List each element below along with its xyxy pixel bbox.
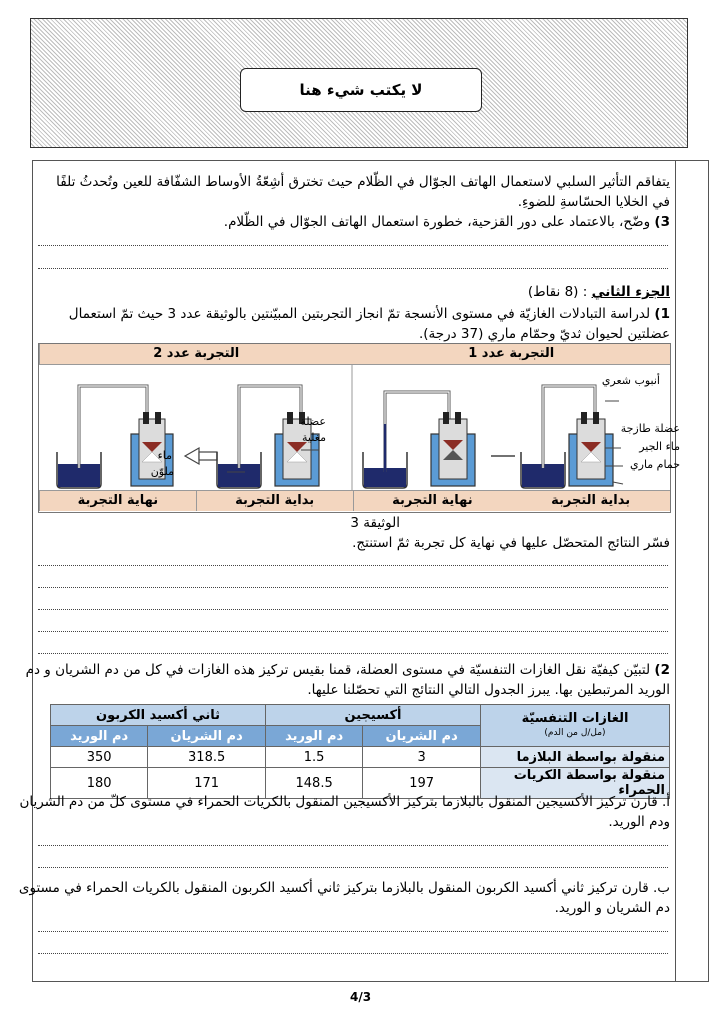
part-2-heading bbox=[528, 282, 670, 302]
question-3-number: 3) bbox=[654, 214, 670, 230]
exp1-end-setup bbox=[363, 392, 475, 488]
gas-table-corner-title: الغازات التنفسيّة bbox=[521, 710, 629, 726]
arrow-icon bbox=[185, 448, 199, 464]
question-1-task: فسّر النتائج المتحصّل عليها في نهاية كل تجربة ثمّ استنتج. bbox=[352, 535, 670, 551]
answer-line[interactable] bbox=[38, 268, 668, 269]
question-1-text: لدراسة التبادلات الغازيّة في مستوى الأنسجة تمّ انجاز التجربتين المبيّنتين بالوثيقة عدد 3 حيث تمّ استعمال bbox=[68, 306, 651, 322]
oxygen-header: أكسيجين bbox=[266, 705, 481, 726]
gas-table bbox=[50, 704, 670, 799]
o2-vein-header: دم الوريد bbox=[266, 726, 363, 747]
cell: 318.5 bbox=[148, 747, 266, 768]
label-boiled-muscle-1: عضلة bbox=[300, 415, 326, 428]
label-water-bath: حمام ماري bbox=[630, 458, 680, 471]
label-colored-water-1: ماء bbox=[157, 449, 172, 462]
exp1-start-setup bbox=[521, 386, 623, 488]
answer-line[interactable] bbox=[38, 245, 668, 246]
cell: 3 bbox=[363, 747, 481, 768]
exp1-end-label: نهاية التجربة bbox=[353, 490, 512, 511]
answer-line[interactable] bbox=[38, 631, 668, 632]
document-3-figure bbox=[38, 343, 671, 513]
experiment-1-title: التجربة عدد 1 bbox=[353, 344, 671, 365]
answer-line[interactable] bbox=[38, 931, 668, 932]
cell: 197 bbox=[363, 768, 481, 799]
label-lime-water: ماء الجير bbox=[639, 440, 680, 453]
answer-line[interactable] bbox=[38, 845, 668, 846]
gas-table-unit: (مل/ل من الدم) bbox=[544, 727, 606, 738]
question-2-text: لتبيّن كيفيّة نقل الغازات التنفسيّة في مستوى العضلة، قمنا بقيس تركيز هذه الغازات في كل من دم الشريان و دم bbox=[25, 662, 651, 678]
exp2-end-label: نهاية التجربة bbox=[39, 490, 196, 511]
answer-line[interactable] bbox=[38, 609, 668, 610]
exp1-start-label: بداية التجربة bbox=[511, 490, 670, 511]
answer-line[interactable] bbox=[38, 565, 668, 566]
intro-line-2: في الخلايا الحسّاسةِ للضوءِ. bbox=[517, 194, 670, 210]
co2-header: ثاني أكسيد الكربون bbox=[51, 705, 266, 726]
question-b-line-2: دم الشريان و الوريد. bbox=[554, 900, 670, 916]
cell: 148.5 bbox=[266, 768, 363, 799]
document-caption: الوثيقة 3 bbox=[350, 515, 400, 531]
no-write-notice: لا يكتب شيء هنا bbox=[240, 68, 482, 112]
question-b-line-1: ب. قارن تركيز ثاني أكسيد الكربون المنقول بالبلازما بتركيز ثاني أكسيد الكربون المنقول بالكريات الحمراء في مستوى bbox=[18, 880, 670, 896]
co2-vein-header: دم الوريد bbox=[51, 726, 148, 747]
exp2-start-label: بداية التجربة bbox=[196, 490, 353, 511]
label-capillary-tube: أنبوب شعري bbox=[601, 374, 660, 387]
part-2-points: : (8 نقاط) bbox=[527, 284, 588, 300]
experiment-2-title: التجربة عدد 2 bbox=[39, 344, 353, 365]
row-label: منقولة بواسطة الكريات الحمراء bbox=[481, 768, 670, 799]
question-2-line-2: الوريد المرتبطين بها. يبرز الجدول التالي النتائج التي تحصّلنا عليها. bbox=[307, 682, 670, 698]
question-a-line-1: أ. قارن تركيز الأكسيجين المنقول بالبلازما بتركيز الأكسيجين المنقول بالكريات الحمراء في مستوى كلّ من دم الشريان bbox=[19, 794, 670, 810]
question-2-line-1 bbox=[26, 660, 670, 680]
page-number: 4/3 bbox=[350, 990, 372, 1004]
question-1-number: 1) bbox=[654, 306, 670, 322]
label-colored-water-2: ملوّن bbox=[150, 465, 174, 478]
cell: 180 bbox=[51, 768, 148, 799]
question-3 bbox=[224, 212, 670, 232]
cell: 1.5 bbox=[266, 747, 363, 768]
intro-line-1: يتفاقم التأثير السلبي لاستعمال الهاتف الجوّال في الظّلام حيث تخترق أشِعّةُ الأوساط الشفّافة للعين وتُحدثُ تلفًا bbox=[56, 174, 670, 190]
cell: 350 bbox=[51, 747, 148, 768]
row-label: منقولة بواسطة البلازما bbox=[481, 747, 670, 768]
question-a-line-2: ودم الوريد. bbox=[608, 814, 670, 830]
question-2-number: 2) bbox=[654, 662, 670, 678]
label-fresh-muscle: عضلة طازجة bbox=[620, 422, 680, 435]
experiment-diagram bbox=[39, 364, 670, 490]
table-row bbox=[51, 747, 670, 768]
question-3-text: وضّح، بالاعتماد على دور القزحية، خطورة استعمال الهاتف الجوّال في الظّلام. bbox=[223, 214, 651, 230]
answer-line[interactable] bbox=[38, 587, 668, 588]
label-boiled-muscle-2: مغلية bbox=[301, 431, 326, 444]
question-1-line-2: عضلتين لحيوان ثديّ وحمّام ماري (37 درجة). bbox=[418, 326, 670, 342]
answer-line[interactable] bbox=[38, 653, 668, 654]
gas-table-corner bbox=[481, 705, 670, 747]
co2-artery-header: دم الشريان bbox=[148, 726, 266, 747]
part-2-title: الجزء الثاني bbox=[591, 284, 670, 300]
answer-line[interactable] bbox=[38, 867, 668, 868]
cell: 171 bbox=[148, 768, 266, 799]
answer-line[interactable] bbox=[38, 953, 668, 954]
question-1-line-1 bbox=[69, 304, 670, 324]
o2-artery-header: دم الشريان bbox=[363, 726, 481, 747]
grading-margin bbox=[674, 160, 709, 982]
